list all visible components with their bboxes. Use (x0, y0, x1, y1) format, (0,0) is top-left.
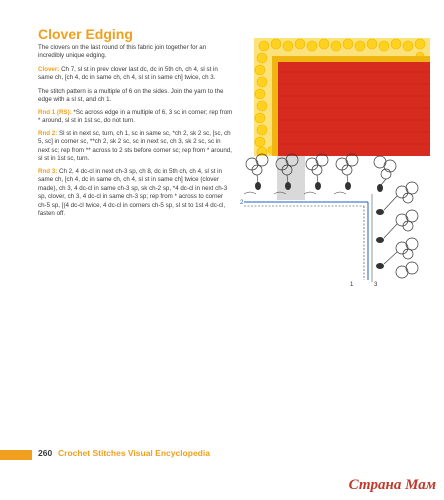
book-title: Crochet Stitches Visual Encyclopedia (58, 448, 210, 458)
rnd3-text: Ch 2, 4 dc-cl in next ch-3 sp, ch 8, dc in 5th ch, ch 4, sl st in same ch, [ch 4, dc in same ch, ch 4, sl st in same ch] twice (clover made), ch 3, 4 dc-cl in same ch-3 sp, sk ch-2 sp, *4 dc-cl in next ch-3 sp, clover, ch 3, 4 dc-cl in same ch-3 sp; rep from * across to corner ch-5 sp, [(4 dc-cl twice, 4 dc-cl in corners ch-5 sp, sl st to 1st 4 dc-cl, fasten off. (38, 168, 228, 218)
multiple-text: The stitch pattern is a multiple of 6 on the sides. Join the yarn to the edge with a sl st, and ch 1. (38, 88, 224, 104)
chart-label-2: 2 (240, 200, 244, 206)
clover-label: Clover: (38, 66, 60, 73)
rnd2-label: Rnd 2: (38, 130, 58, 137)
side-clovers (396, 182, 418, 278)
chart-highlight (277, 156, 305, 200)
top-clovers (246, 154, 396, 179)
footer-accent-bar (0, 450, 32, 460)
rnd2-text: Sl st in next sc, turn, ch 1, sc in same sc, *ch 2, sk 2 sc, [sc, ch 5, sc] in corner sc, **ch 2, sk 2 sc, sc in next sc, ch 3, sk 2 sc, sc in next sc; rep from ** across to 2 sts before corner sc; rep from * around, sl st in 1st sc, turn. (38, 130, 232, 163)
page-number: 260 (38, 448, 53, 458)
section-title: Clover Edging (38, 26, 133, 42)
cluster-marks (255, 182, 384, 269)
watermark: Страна Мам (348, 477, 436, 493)
intro-text: The clovers on the last round of this fabric join together for an incredibly unique edging. (38, 44, 207, 60)
clover-paragraph (38, 66, 233, 83)
chart-label-1: 1 (350, 282, 354, 288)
swatch-photo (254, 38, 430, 156)
chart-label-3: 3 (374, 282, 378, 288)
clover-text: Ch 7, sl st in prev clover last dc, dc in 5th ch, ch 4, sl st in same ch, [ch 4, dc in same ch, ch 4, sl st in same ch] twice, ch 3. (38, 66, 218, 82)
rnd1-paragraph (38, 109, 233, 126)
rnd1-label: Rnd 1 (RS): (38, 109, 72, 116)
rnd3-label: Rnd 3: (38, 168, 58, 175)
rnd1-text: *Sc across edge in a multiple of 6, 3 sc in corner; rep from * around, sl st in 1st sc, do not turn. (38, 109, 233, 125)
stitch-chart (240, 150, 430, 290)
rnd2-paragraph (38, 130, 233, 164)
multiple-paragraph (38, 88, 233, 105)
red-fabric (278, 62, 430, 156)
rnd3-paragraph (38, 168, 233, 218)
intro-paragraph (38, 44, 233, 61)
